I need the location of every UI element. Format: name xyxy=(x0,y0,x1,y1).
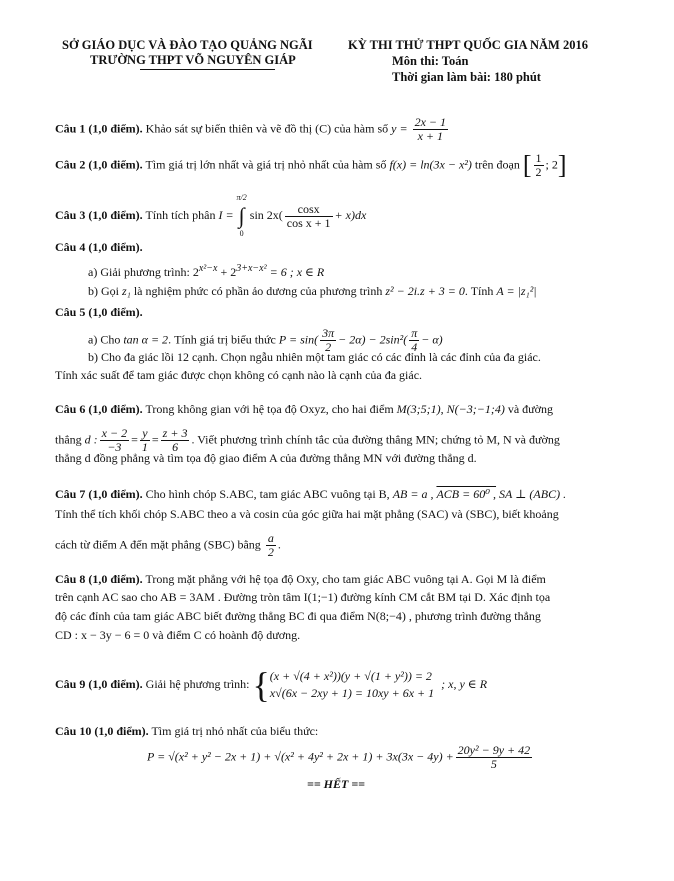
header-divider xyxy=(140,69,275,70)
exam-subject: Môn thi: Toán xyxy=(392,54,469,68)
question-text: Tìm giá trị lớn nhất và giá trị nhỏ nhất của hàm số xyxy=(145,157,387,172)
question-text: trên đoạn xyxy=(474,157,520,172)
question-4a: a) Giải phương trình: $2^{x^2-x} + 2^{3+x-x^2} = 6$ ; x ∈ R xyxy=(88,263,325,279)
question-4-label: Câu 4 (1,0 điểm). xyxy=(55,240,143,254)
math: ; 2 xyxy=(545,157,558,172)
fraction: $\frac{1}{2}$ xyxy=(535,151,542,179)
math: I = xyxy=(218,207,234,222)
question-5b-line2: Tính xác suất để tam giác được chọn không có cạnh nào là cạnh của đa giác. xyxy=(55,368,423,382)
question-label: Câu 1 (1,0 điểm). xyxy=(55,121,143,136)
fraction: $\frac{2x - 1}{x + 1}$ xyxy=(414,115,446,143)
question-5b-line1: b) Cho đa giác lồi 12 cạnh. Chọn ngẫu nhiên một tam giác có các đỉnh là các đỉnh của đa giác. xyxy=(88,350,541,364)
question-3 xyxy=(55,193,366,239)
math: + x)dx xyxy=(334,207,367,222)
end-marker: == HẾT == xyxy=(307,777,366,791)
question-8-line4: CD : x − 3y − 6 = 0 và điểm C có hoành độ dương. xyxy=(55,628,301,642)
question-10-expression: P = √(x² + y² − 2x + 1) + √(x² + 4y² + 2x + 1) + 3x(3x − 4y) + $\frac{\text{20y² − 9y + 42}}{5}$ xyxy=(147,743,531,771)
question-2: Câu 2 (1,0 điểm). Tìm giá trị lớn nhất và giá trị nhỏ nhất của hàm số f(x) = ln(3x − x²) trên đoạn [ $\frac{1}{2}$ ; 2] xyxy=(55,150,567,180)
question-text: Tính tích phân xyxy=(145,207,216,222)
question-6: Câu 6 (1,0 điểm). Trong không gian với hệ tọa độ Oxyz, cho hai điểm M(3;5;1), N(−3;−1;4) và đường xyxy=(55,402,554,416)
exam-duration: Thời gian làm bài: 180 phút xyxy=(392,70,541,84)
question-6-line2: thẳng d : $\frac{x - 2}{-3}$ = $\frac{y}{1}$ = $\frac{z + 3}{6}$ . Viết phương trình chính tắc của đường thẳng MN; chứng tỏ M, N và đường xyxy=(55,426,560,454)
question-8-line2: trên cạnh AC sao cho AB = 3AM . Đường tròn tâm I(1;−1) đường kính CM cắt BM tại D. Xác định tọa xyxy=(55,590,551,604)
question-10: Câu 10 (1,0 điểm). Tìm giá trị nhỏ nhất của biểu thức: xyxy=(55,724,319,738)
math: y = xyxy=(391,121,408,136)
question-9: Câu 9 (1,0 điểm). Giải hệ phương trình: { (x + √(4 + x²))(y + √(1 + y²)) = 2 x√(6x − 2xy + 1) = 10xy + 6x + 1 ; x, y ∈ R xyxy=(55,665,488,705)
question-6-line3: thẳng d đồng phẳng và tìm tọa độ giao điểm A của đường thẳng MN với đường thẳng d. xyxy=(55,451,477,465)
question-5-label: Câu 5 (1,0 điểm). xyxy=(55,305,143,319)
question-7: Câu 7 (1,0 điểm). Cho hình chóp S.ABC, tam giác ABC vuông tại B, AB = a , ACB = 60⁰ , SA ⊥ (ABC) . xyxy=(55,487,567,501)
question-text: Khảo sát sự biến thiên và vẽ đồ thị (C) của hàm số xyxy=(145,121,389,136)
school-name: TRƯỜNG THPT VÕ NGUYÊN GIÁP xyxy=(90,53,296,67)
question-1 xyxy=(55,116,450,143)
math: sin 2x( xyxy=(249,207,283,222)
exam-title: KỲ THI THỬ THPT QUỐC GIA NĂM 2016 xyxy=(348,38,588,52)
question-5a: a) Cho tan α = 2. Tính giá trị biểu thức P = sin( $\frac{3\pi}{2}$ − 2α) − 2sin²( $\frac{\pi}{4}$ − α) xyxy=(88,326,443,354)
math: f(x) = ln(3x − x²) xyxy=(389,157,472,172)
question-4b: b) Gọi z₁ là nghiệm phức có phần ảo dương của phương trình z² − 2i.z + 3 = 0. Tính A = |z₁²| xyxy=(88,284,537,298)
question-7-line2: Tính thể tích khối chóp S.ABC theo a và cosin của góc giữa hai mặt phẳng (SAC) và (SBC), biết khoảng xyxy=(55,507,559,521)
question-8: Câu 8 (1,0 điểm). Trong mặt phẳng với hệ tọa độ Oxy, cho tam giác ABC vuông tại A. Gọi M là điểm xyxy=(55,572,546,586)
question-label: Câu 2 (1,0 điểm). xyxy=(55,157,143,172)
question-7-line3: cách từ điểm A đến mặt phẳng (SBC) bằng $\frac{a}{2}$ . xyxy=(55,531,281,559)
fraction: $\frac{\cos x}{\text{cos x + 1}}$ xyxy=(286,201,331,230)
department-name: SỞ GIÁO DỤC VÀ ĐÀO TẠO QUẢNG NGÃI xyxy=(62,38,313,52)
integral-sign: π/2 ∫ 0 xyxy=(236,193,247,238)
question-8-line3: độ các đỉnh của tam giác ABC biết đường thẳng BC đi qua điểm N(8;−4) , phương trình đường thẳng xyxy=(55,609,541,623)
question-label: Câu 3 (1,0 điểm). xyxy=(55,207,143,222)
